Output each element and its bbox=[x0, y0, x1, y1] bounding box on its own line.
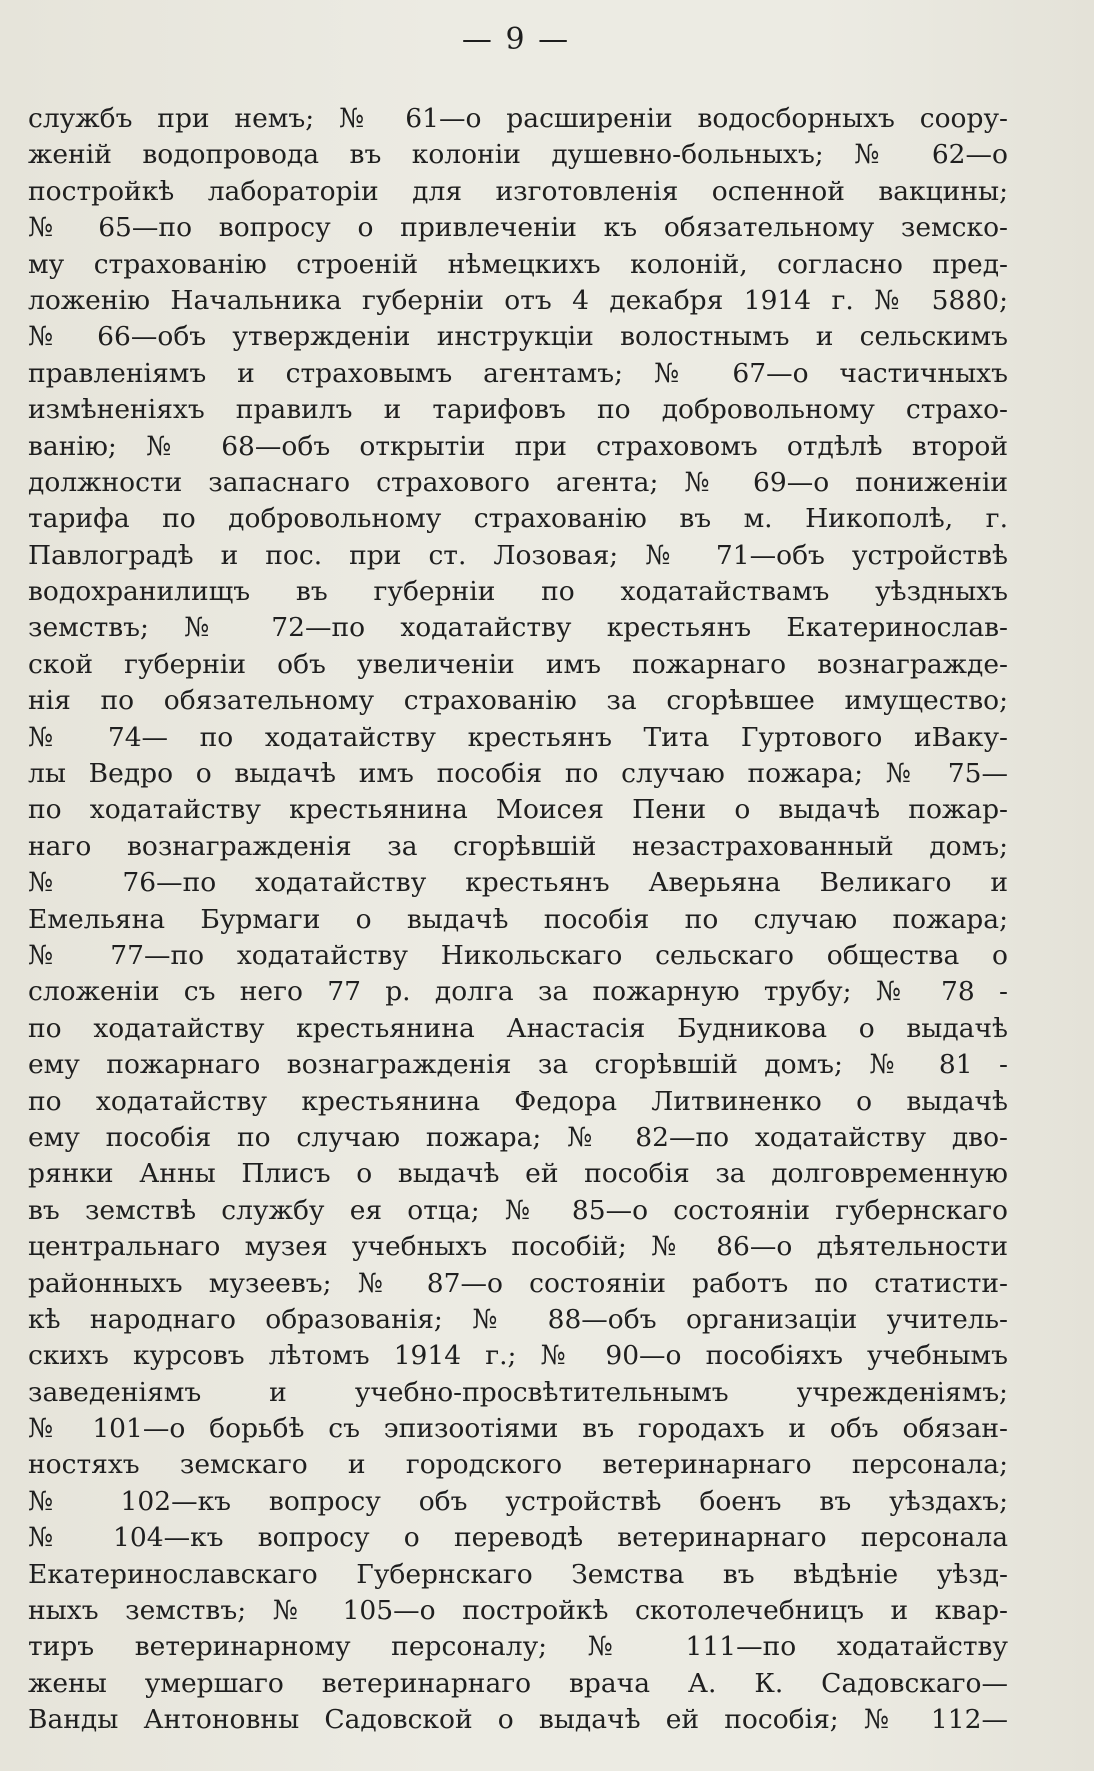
text-line-13: Павлоградѣ и пос. при ст. Лозовая; № 71—объ устройствѣ bbox=[28, 539, 1008, 571]
text-line-27: ему пожарнаго вознагражденія за сгорѣвшій домъ; № 81 - bbox=[28, 1049, 1008, 1081]
page-number: — 9 — bbox=[461, 22, 571, 57]
text-line-1: службъ при немъ; № 61—о расширеніи водосборныхъ соору- bbox=[28, 103, 1008, 134]
text-line-43: тиръ ветеринарному персоналу; № 111—по ходатайству bbox=[28, 1631, 1008, 1663]
text-line-28: по ходатайству крестьянина Федора Литвиненко о выдачѣ bbox=[28, 1085, 1008, 1117]
text-line-16: ской губерніи объ увеличеніи имъ пожарнаго вознагражде- bbox=[28, 648, 1008, 680]
text-line-9: измѣненіяхъ правилъ и тарифовъ по добровольному страхо- bbox=[28, 394, 1008, 426]
text-line-41: Екатеринославскаго Губернскаго Земства въ вѣдѣніе уѣзд- bbox=[28, 1558, 1008, 1590]
text-line-26: по ходатайству крестьянина Анастасія Будникова о выдачѣ bbox=[28, 1012, 1008, 1044]
text-line-38: ностяхъ земскаго и городского ветеринарнаго персонала; bbox=[28, 1449, 1008, 1481]
text-line-17: нія по обязательному страхованію за сгорѣвшее имущество; bbox=[28, 685, 1008, 717]
text-line-44: жены умершаго ветеринарнаго врача А. К. Садовскаго— bbox=[28, 1667, 1008, 1699]
text-line-5: му страхованію строеній нѣмецкихъ колоній, согласно пред- bbox=[28, 248, 1008, 280]
text-line-30: рянки Анны Плисъ о выдачѣ ей пособія за долговременную bbox=[28, 1158, 1008, 1190]
text-line-11: должности запаснаго страхового агента; № 69—о пониженіи bbox=[28, 466, 1008, 498]
text-line-29: ему пособія по случаю пожара; № 82—по ходатайству дво- bbox=[28, 1121, 1008, 1153]
text-line-7: № 66—объ утвержденіи инструкціи волостнымъ и сельскимъ bbox=[28, 321, 1008, 353]
text-line-42: ныхъ земствъ; № 105—о постройкѣ скотолечебницъ и квар- bbox=[28, 1595, 1008, 1627]
text-line-2: женій водопровода въ колоніи душевно-больныхъ; № 62—о bbox=[28, 139, 1008, 171]
text-line-3: постройкѣ лабораторіи для изготовленія оспенной вакцины; bbox=[28, 175, 1008, 207]
text-line-23: Емельяна Бурмаги о выдачѣ пособія по случаю пожара; bbox=[28, 903, 1008, 935]
text-line-12: тарифа по добровольному страхованію въ м. Никополѣ, г. bbox=[28, 503, 1008, 535]
text-line-10: ванію; № 68—объ открытіи при страховомъ отдѣлѣ второй bbox=[28, 430, 1008, 462]
text-line-22: № 76—по ходатайству крестьянъ Аверьяна Великаго и bbox=[28, 867, 1008, 899]
text-line-40: № 104—къ вопросу о переводѣ ветеринарнаго персонала bbox=[28, 1522, 1008, 1554]
text-line-33: районныхъ музеевъ; № 87—о состояніи работъ по статисти- bbox=[28, 1267, 1008, 1299]
text-line-32: центральнаго музея учебныхъ пособій; № 86—о дѣятельности bbox=[28, 1231, 1008, 1263]
body-text bbox=[28, 101, 1008, 1739]
text-line-20: по ходатайству крестьянина Моисея Пени о выдачѣ пожар- bbox=[28, 794, 1008, 826]
text-line-24: № 77—по ходатайству Никольскаго сельскаго общества о bbox=[28, 939, 1008, 971]
text-line-34: кѣ народнаго образованія; № 88—объ организаціи учитель- bbox=[28, 1303, 1008, 1335]
text-line-4: № 65—по вопросу о привлеченіи къ обязательному земско- bbox=[28, 212, 1008, 244]
text-line-21: наго вознагражденія за сгорѣвшій незастрахованный домъ; bbox=[28, 830, 1008, 862]
text-line-45: Ванды Антоновны Садовской о выдачѣ ей пособія; № 112— bbox=[28, 1704, 1008, 1736]
text-line-35: скихъ курсовъ лѣтомъ 1914 г.; № 90—о пособіяхъ учебнымъ bbox=[28, 1340, 1008, 1372]
text-line-15: земствъ; № 72—по ходатайству крестьянъ Екатеринослав- bbox=[28, 612, 1008, 644]
text-line-14: водохранилищъ въ губерніи по ходатайствамъ уѣздныхъ bbox=[28, 576, 1008, 608]
text-line-19: лы Ведро о выдачѣ имъ пособія по случаю пожара; № 75— bbox=[28, 758, 1008, 790]
text-line-37: № 101—о борьбѣ съ эпизоотіями въ городахъ и объ обязан- bbox=[28, 1413, 1008, 1445]
text-line-39: № 102—къ вопросу объ устройствѣ боенъ въ уѣздахъ; bbox=[28, 1485, 1008, 1517]
text-line-36: заведеніямъ и учебно-просвѣтительнымъ учрежденіямъ; bbox=[28, 1376, 1008, 1408]
text-line-6: ложенію Начальника губерніи отъ 4 декабря 1914 г. № 5880; bbox=[28, 284, 1008, 316]
text-line-31: въ земствѣ службу ея отца; № 85—о состояніи губернскаго bbox=[28, 1194, 1008, 1226]
text-line-18: № 74— по ходатайству крестьянъ Тита Гуртового иВаку- bbox=[28, 721, 1008, 753]
text-line-8: правленіямъ и страховымъ агентамъ; № 67—о частичныхъ bbox=[28, 357, 1008, 389]
text-line-25: сложеніи съ него 77 р. долга за пожарную трубу; № 78 - bbox=[28, 976, 1008, 1008]
